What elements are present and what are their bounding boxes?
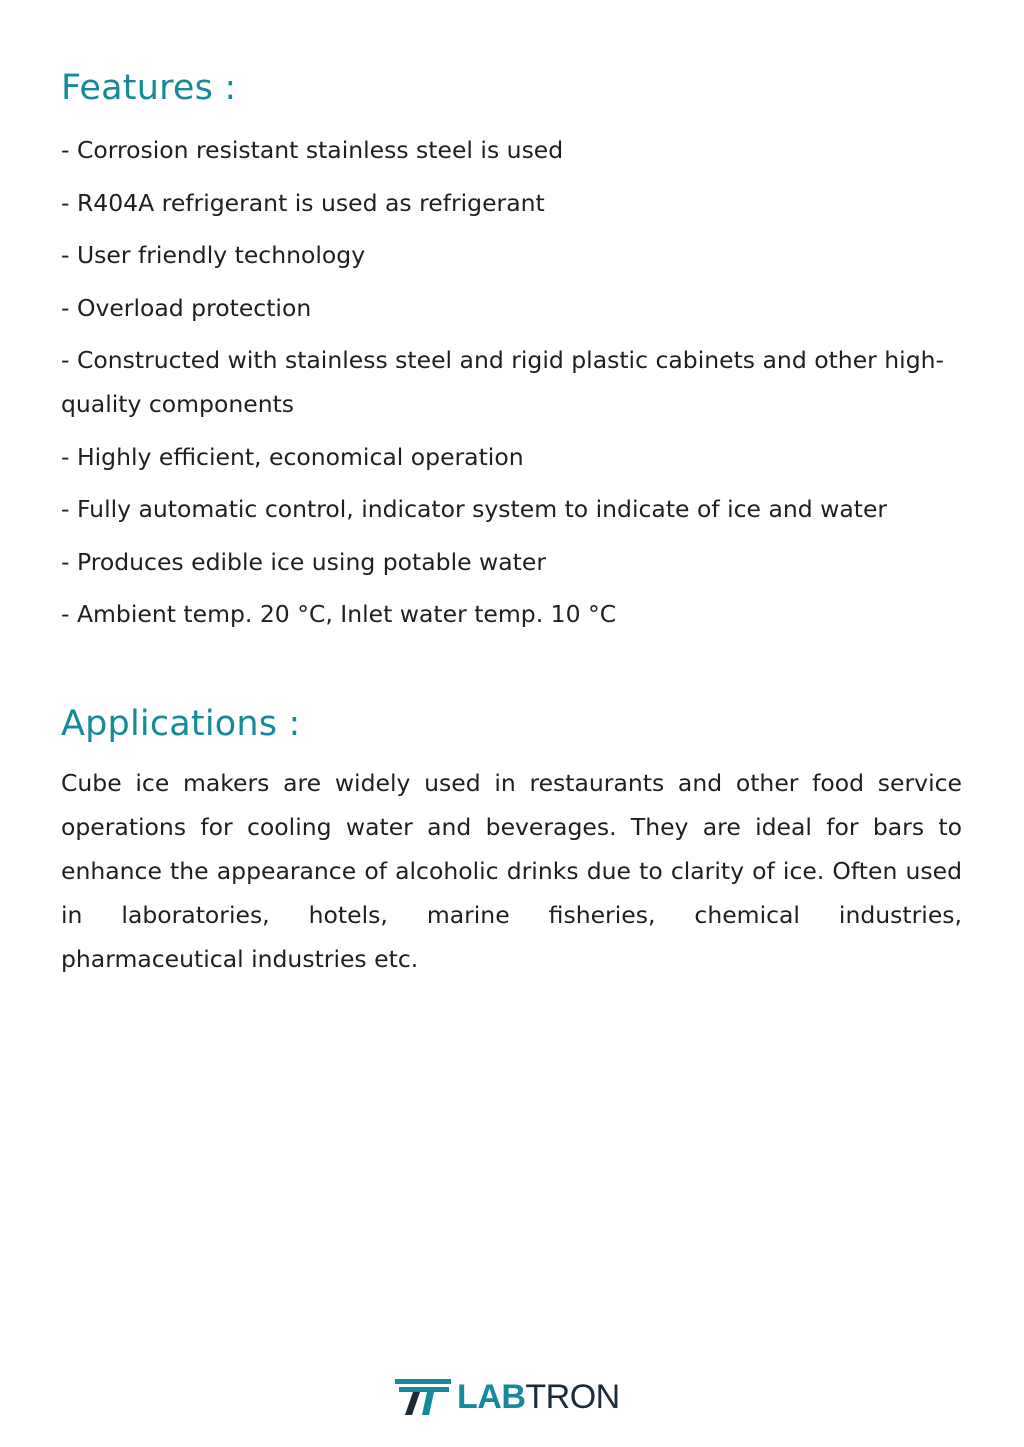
list-item: - Produces edible ice using potable water bbox=[61, 547, 546, 576]
list-item: - Constructed with stainless steel and rigid plastic cabinets and other high-quality components bbox=[61, 346, 944, 418]
list-item: - Corrosion resistant stainless steel is used bbox=[61, 136, 564, 164]
logo-text-tron: TRON bbox=[525, 1378, 620, 1416]
features-heading: Features : bbox=[61, 68, 237, 108]
list-item: - R404A refrigerant is used as refrigerant bbox=[61, 188, 545, 217]
applications-heading: Applications : bbox=[61, 704, 301, 744]
logo-wordmark bbox=[457, 1377, 620, 1417]
labtron-logo-icon bbox=[393, 1377, 451, 1417]
list-item: - Highly efficient, economical operation bbox=[61, 442, 524, 471]
logo-text-lab: LAB bbox=[457, 1378, 526, 1416]
features-list bbox=[61, 128, 961, 645]
list-item: - Overload protection bbox=[61, 293, 312, 322]
list-item: - Ambient temp. 20 °C, Inlet water temp. 10 °C bbox=[61, 600, 617, 628]
list-item: - User friendly technology bbox=[61, 241, 366, 269]
applications-paragraph: Cube ice makers are widely used in restaurants and other food service operations for cooling water and beverages. They are ideal for bars to enhance the appearance of alcoholic drinks due to clarity of ice. Often used in laboratories, hotels, marine fisheries, chemical industries, pharmaceutical industries etc. bbox=[61, 769, 962, 973]
labtron-logo bbox=[393, 1376, 620, 1418]
list-item: - Fully automatic control, indicator system to indicate of ice and water bbox=[61, 495, 888, 523]
